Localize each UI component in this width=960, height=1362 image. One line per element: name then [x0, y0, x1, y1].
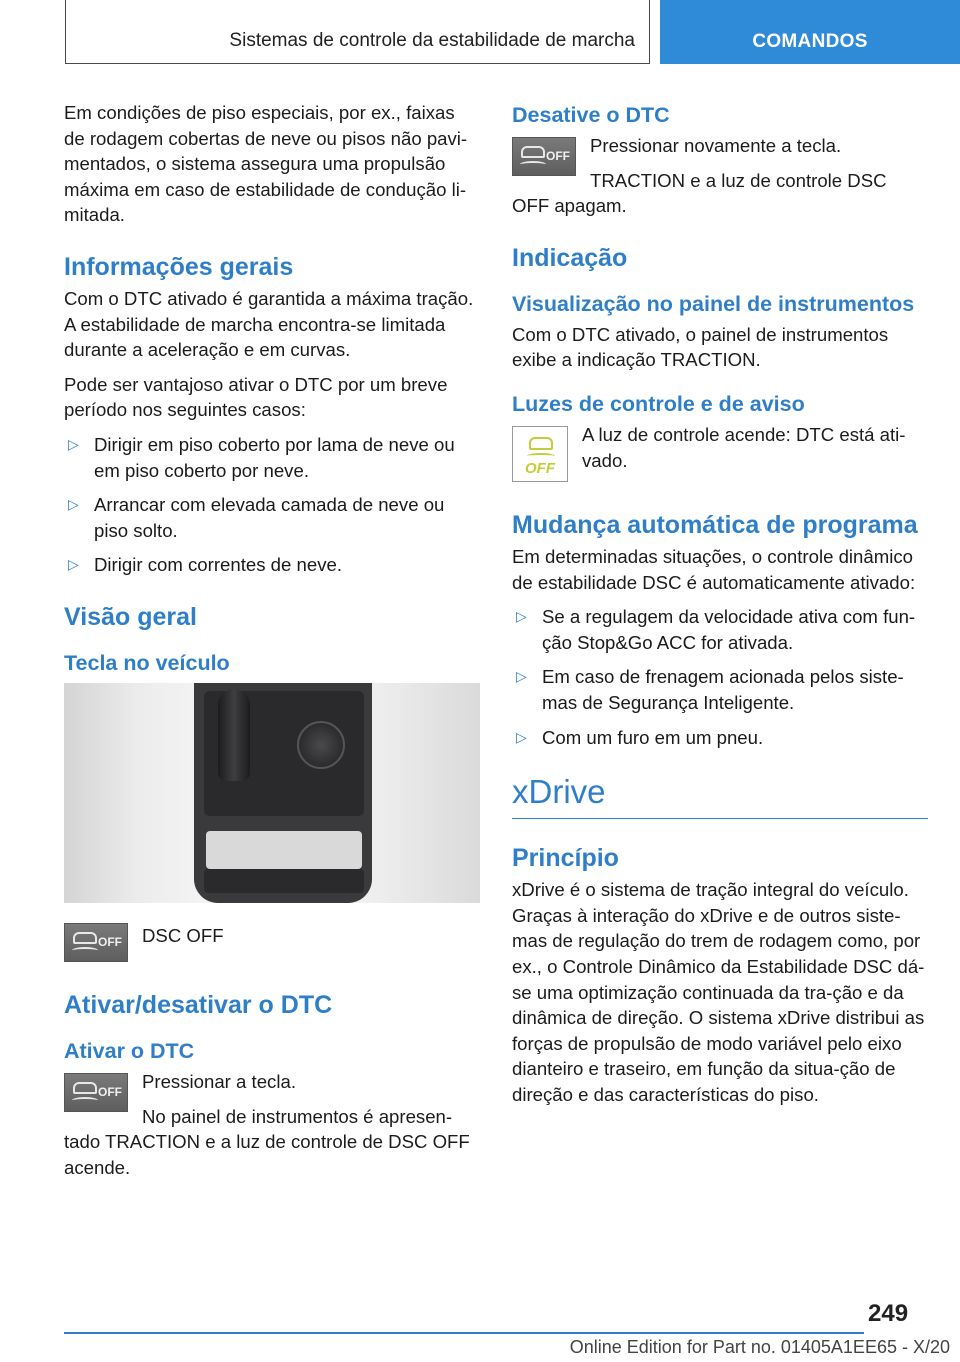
- cluster-display-heading: Visualização no painel de instrumentos: [512, 291, 915, 316]
- xdrive-heading: xDrive: [512, 772, 928, 819]
- center-console-illustration: [194, 683, 372, 903]
- list-item: ▷ Se a regulagem da velocidade ativa com fun-ção Stop&Go ACC for ativada.: [516, 606, 916, 653]
- principle-heading: Princípio: [512, 844, 619, 873]
- dsc-off-caption: DSC OFF: [142, 924, 224, 946]
- activate-step-2: No painel de instrumentos é apresen-tado TRACTION e a luz de controle de DSC OFF acende.: [64, 1105, 470, 1178]
- header-chapter-label: COMANDOS: [752, 31, 868, 52]
- triangle-bullet-icon: ▷: [516, 608, 527, 625]
- activate-dtc-heading: Ativar o DTC: [64, 1038, 195, 1063]
- auto-cases-list: [512, 604, 928, 750]
- activate-dtc-row: [64, 1069, 480, 1180]
- idrive-controller-knob: [297, 721, 345, 769]
- general-info-heading: Informações gerais: [64, 252, 294, 281]
- general-info-paragraph-2: Pode ser vantajoso ativar o DTC por um breve período nos seguintes casos:: [64, 373, 448, 421]
- right-column: [512, 100, 928, 1107]
- deactivate-dtc-row: [512, 133, 928, 219]
- list-item: ▷ Dirigir com correntes de neve.: [64, 552, 480, 578]
- console-tray: [206, 831, 362, 869]
- triangle-bullet-icon: ▷: [516, 728, 527, 745]
- display-heading: Indicação: [512, 243, 628, 272]
- dsc-button-caption-row: [64, 919, 480, 966]
- triangle-bullet-icon: ▷: [516, 668, 527, 685]
- list-item: ▷ Com um furo em um pneu.: [512, 725, 928, 751]
- page-number: 249: [868, 1300, 909, 1327]
- dsc-off-button-icon: OFF: [512, 137, 576, 176]
- cases-list: [64, 432, 480, 578]
- list-item: ▷ Em caso de frenagem acionada pelos siste-mas de Segurança Inteligente.: [516, 666, 904, 713]
- intro-paragraph: Em condições de piso especiais, por ex., faixas de rodagem cobertas de neve ou pisos não pavi-mentados, o sistema assegura uma propulsão máxima em caso de estabilidade de condução li-mitada.: [64, 102, 468, 226]
- toggle-dtc-heading: Ativar/desativar o DTC: [64, 990, 333, 1019]
- auto-program-change-heading: Mudança automática de programa: [512, 510, 918, 539]
- indicator-light-row: [512, 422, 928, 486]
- vehicle-button-heading: Tecla no veículo: [64, 650, 230, 675]
- indicator-light-paragraph: A luz de controle acende: DTC está ati-vado.: [582, 423, 906, 471]
- list-item: ▷ Dirigir em piso coberto por lama de neve ou em piso coberto por neve.: [68, 433, 455, 481]
- header-section-title: Sistemas de controle da estabilidade de marcha: [229, 30, 635, 51]
- cluster-display-paragraph: Com o DTC ativado, o painel de instrumentos exibe a indicação TRACTION.: [512, 323, 889, 371]
- deactivate-step-2: TRACTION e a luz de controle DSC OFF apagam.: [512, 169, 887, 217]
- indicator-lights-heading: Luzes de controle e de aviso: [512, 391, 805, 416]
- activate-step-1: Pressionar a tecla.: [142, 1070, 296, 1092]
- principle-paragraph: xDrive é o sistema de tração integral do veículo. Graças à interação do xDrive e de outros siste-mas de regulação do trem de rodagem como, por ex., o Controle Dinâmico da Estabilidade DSC dá-se uma optimização continuada da tra-ção e da dinâmica de direção. O sistema xDrive distribui as forças de propulsão de modo variável pelo eixo dianteiro e traseiro, em função da situa-ção de direção e das características do piso.: [512, 879, 925, 1105]
- general-info-paragraph-1: Com o DTC ativado é garantida a máxima tração. A estabilidade de marcha encontra-se limitada durante a aceleração e em curvas.: [64, 287, 474, 361]
- triangle-bullet-icon: ▷: [68, 556, 79, 573]
- overview-heading: Visão geral: [64, 602, 197, 631]
- auto-program-change-paragraph: Em determinadas situações, o controle dinâmico de estabilidade DSC é automaticamente ativado:: [512, 545, 916, 593]
- console-button-strip: [204, 869, 364, 893]
- list-item: ▷ Arrancar com elevada camada de neve ou piso solto.: [68, 494, 445, 541]
- deactivate-dtc-heading: Desative o DTC: [512, 103, 670, 127]
- triangle-bullet-icon: ▷: [68, 435, 79, 452]
- footer-edition: Online Edition for Part no. 01405A1EE65 - X/20: [569, 1337, 950, 1357]
- dsc-off-button-icon: OFF: [64, 1073, 128, 1112]
- gear-selector-lever: [218, 689, 250, 781]
- footer-divider: [64, 1332, 864, 1334]
- deactivate-step-1: Pressionar novamente a tecla.: [590, 135, 842, 156]
- dsc-off-warning-light-icon: OFF: [512, 426, 568, 482]
- header-chapter-tab[interactable]: [660, 0, 960, 64]
- left-column: [64, 100, 480, 1180]
- triangle-bullet-icon: ▷: [68, 496, 79, 513]
- header-section-box: [65, 0, 650, 64]
- center-console-photo: [64, 683, 480, 903]
- dsc-off-button-icon: OFF: [64, 923, 128, 962]
